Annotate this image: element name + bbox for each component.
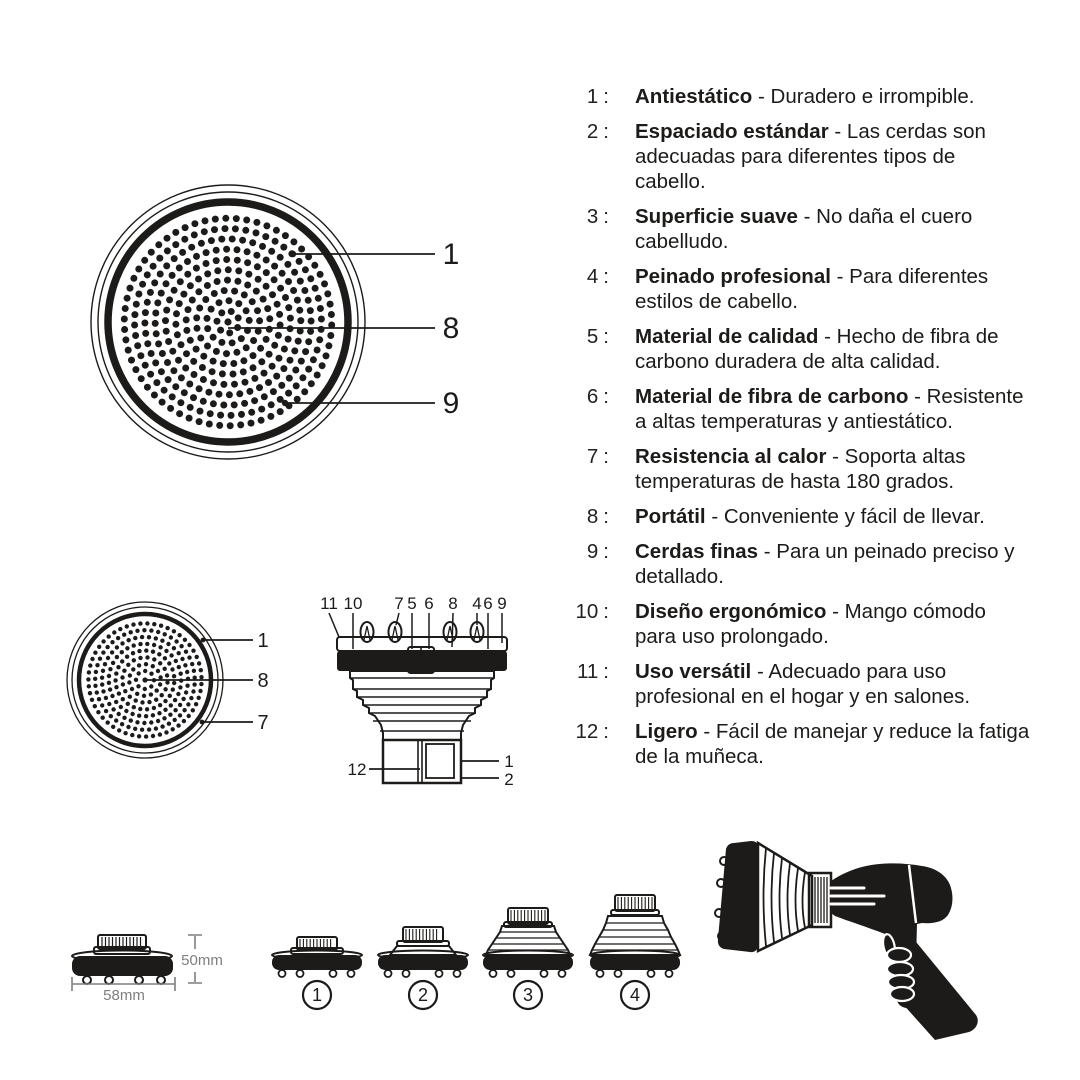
feature-description: - Resistente a altas temperaturas y antiestático.	[635, 385, 1024, 433]
feature-number: 1 :	[586, 85, 609, 108]
feature-title: Cerdas finas	[635, 540, 759, 563]
feature-number: 8 :	[586, 505, 609, 528]
callout-label: 5	[407, 594, 417, 613]
feature-title: Material de calidad	[635, 325, 819, 348]
callout-label: 9	[497, 594, 507, 613]
callout-label: 4	[472, 594, 482, 613]
feature-number: 5 :	[586, 325, 609, 348]
feature-list	[563, 84, 1033, 779]
feature-title: Peinado profesional	[635, 265, 831, 288]
feature-title: Ligero	[635, 720, 698, 743]
callout-label-1: 1	[504, 752, 514, 771]
dimension-diagram	[50, 890, 280, 1030]
callout-label-1: 1	[257, 630, 269, 652]
base-band	[72, 956, 173, 976]
callout-label: 6	[424, 594, 434, 613]
diffuser-small-top-view-diagram	[30, 580, 310, 790]
feature-text	[635, 504, 1031, 529]
feature-item	[563, 444, 1033, 494]
callout-label: 8	[448, 594, 458, 613]
feature-text	[635, 204, 1031, 254]
feature-item	[563, 539, 1033, 589]
diffuser-cone	[758, 843, 812, 951]
stage-label: 3	[522, 985, 534, 1005]
feature-description: - Para diferentes estilos de cabello.	[635, 265, 989, 313]
feature-description: - Conveniente y fácil de llevar.	[711, 505, 985, 528]
feature-description: - Soporta altas temperaturas de hasta 180 grados.	[635, 445, 966, 493]
callout-label-1: 1	[442, 238, 460, 271]
callout-label-7: 7	[257, 712, 269, 734]
feature-item	[563, 504, 1033, 529]
callout-label-2: 2	[504, 770, 514, 789]
callout-label-8: 8	[257, 670, 269, 692]
callout-label-9: 9	[442, 387, 460, 420]
feature-text	[635, 384, 1031, 434]
top-callout-labels	[320, 594, 507, 613]
hairdryer-illustration	[700, 825, 1050, 1055]
feature-text	[635, 444, 1031, 494]
feet	[83, 976, 165, 984]
stage-label: 4	[629, 985, 641, 1005]
feature-text	[635, 264, 1031, 314]
feature-description: - Adecuado para uso profesional en el hogar y en salones.	[635, 660, 971, 708]
feature-title: Portátil	[635, 505, 706, 528]
feature-title: Antiestático	[635, 85, 753, 108]
stage-label: 2	[417, 985, 429, 1005]
feature-description: - Las cerdas son adecuadas para diferentes tipos de cabello.	[635, 120, 986, 193]
feature-text	[635, 119, 1031, 194]
feature-description: - Mango cómodo para uso prolongado.	[635, 600, 986, 648]
feature-description: - Duradero e irrompible.	[758, 85, 975, 108]
collar-ribs	[812, 877, 827, 923]
feature-number: 4 :	[586, 265, 609, 288]
feature-number: 7 :	[586, 445, 609, 468]
accordion-ridges	[350, 678, 494, 731]
feature-title: Diseño ergonómico	[635, 600, 827, 623]
feature-title: Material de fibra de carbono	[635, 385, 909, 408]
feature-number: 6 :	[586, 385, 609, 408]
feature-text	[635, 659, 1031, 709]
feature-title: Superficie suave	[635, 205, 798, 228]
feature-item	[563, 384, 1033, 434]
feature-title: Espaciado estándar	[635, 120, 829, 143]
callout-label-8: 8	[442, 312, 460, 345]
feature-text	[635, 324, 1031, 374]
feature-item	[563, 84, 1033, 109]
crown-ribs	[102, 937, 141, 947]
stage-4	[590, 895, 680, 1009]
width-dimension: 58mm	[103, 987, 145, 1004]
feature-item	[563, 264, 1033, 314]
feature-item	[563, 659, 1033, 709]
stage-1	[272, 937, 362, 1009]
diffuser-top-view-diagram	[30, 150, 470, 500]
feature-item	[563, 324, 1033, 374]
callout-label: 11	[320, 594, 338, 613]
feature-number: 12 :	[575, 720, 609, 743]
feature-item	[563, 204, 1033, 254]
callout-label-12: 12	[347, 760, 367, 779]
height-dimension: 50mm	[181, 952, 223, 969]
top-band	[337, 651, 507, 671]
callout-label: 6	[483, 594, 493, 613]
feature-description: - No daña el cuero cabelludo.	[635, 205, 973, 253]
callout-label: 10	[343, 594, 363, 613]
feature-description: - Fácil de manejar y reduce la fatiga de la muñeca.	[635, 720, 1030, 768]
feature-item	[563, 119, 1033, 194]
feature-number: 10 :	[575, 600, 609, 623]
stage-3	[483, 908, 573, 1009]
callout-label: 7	[394, 594, 404, 613]
feature-item	[563, 599, 1033, 649]
feature-title: Uso versátil	[635, 660, 752, 683]
bristle-loops	[361, 622, 484, 642]
feature-title: Resistencia al calor	[635, 445, 827, 468]
feature-number: 9 :	[586, 540, 609, 563]
stage-2	[378, 927, 468, 1009]
feature-description: - Para un peinado preciso y detallado.	[635, 540, 1015, 588]
expansion-stages-diagram	[250, 880, 700, 1025]
feature-number: 2 :	[586, 120, 609, 143]
diffuser-side-view-diagram	[295, 585, 555, 800]
stage-label: 1	[311, 985, 323, 1005]
feature-text	[635, 599, 1031, 649]
feature-text	[635, 719, 1031, 769]
feature-number: 11 :	[577, 660, 609, 683]
feature-description: - Hecho de fibra de carbono duradera de alta calidad.	[635, 325, 999, 373]
feature-text	[635, 539, 1031, 589]
feature-text	[635, 84, 1031, 109]
feature-number: 3 :	[586, 205, 609, 228]
feature-item	[563, 719, 1033, 769]
